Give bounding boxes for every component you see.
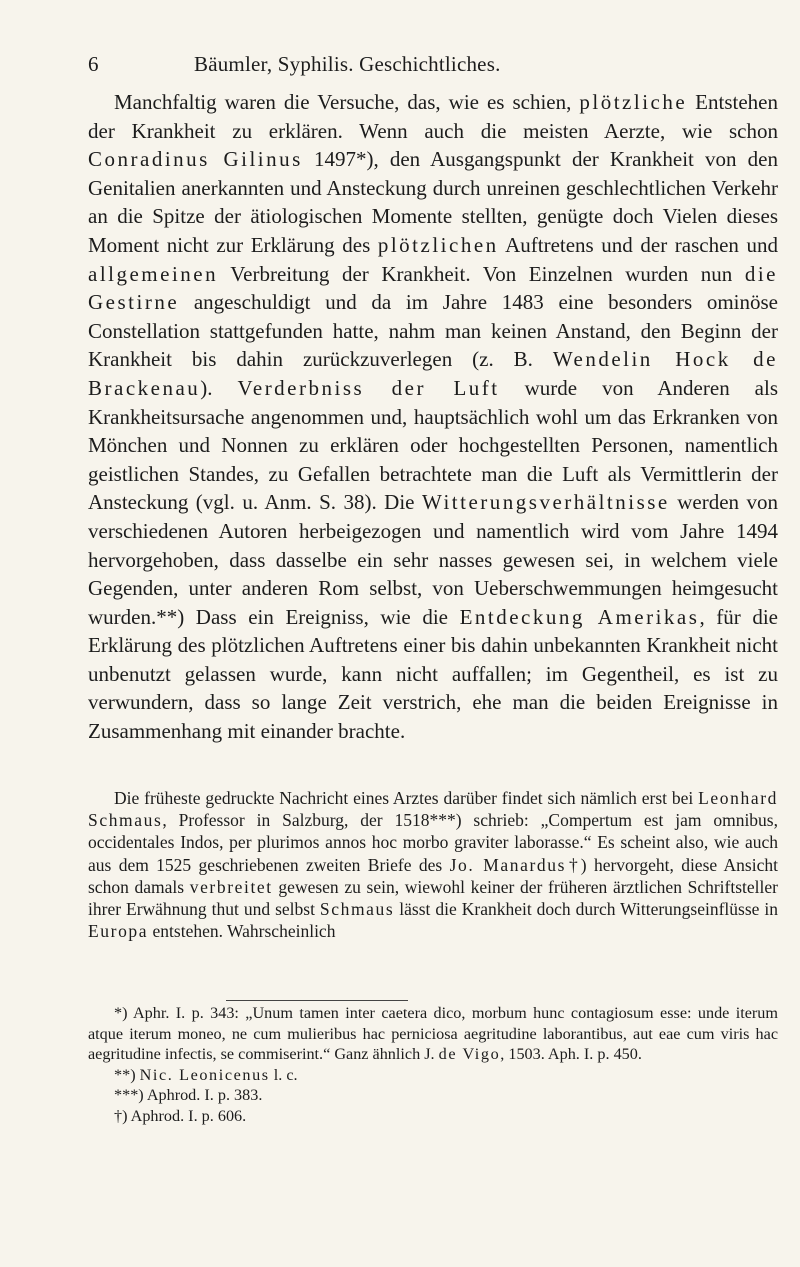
spaced-name: Jo. Manardus	[449, 854, 567, 875]
footnote-1	[88, 1003, 778, 1065]
text-run: *) Aphr. I. p. 343: „Unum tamen inter caetera dico, morbum hunc contagiosum esse: unde iterum atque iterum moneo, ne cum mulieribus hac perniciosa aegritudine laborantibus, aut eae cum viris hac aegritudine infectis, se commiserint.“ Ganz ähnlich J.	[88, 1004, 778, 1064]
footnote-2	[88, 1065, 778, 1086]
spaced-name: Schmaus	[319, 899, 395, 920]
spaced-text: Entdeckung Amerikas	[459, 604, 700, 629]
text-run: Auftretens und der raschen und	[498, 232, 778, 257]
text-run: l. c.	[269, 1065, 298, 1084]
page-number: 6	[88, 52, 99, 76]
spaced-text: plötzlichen	[377, 232, 499, 257]
small-paragraph	[88, 787, 778, 942]
main-text	[88, 88, 778, 746]
text-run: wurde von Anderen als Krankheitsursache angenommen und, hauptsächlich wohl um das Erkranken von Mönchen und Nonnen zu erklären oder hochgestellten Personen, namentlich geistlichen Standes, zu Gefallen betrachtete man die Luft als Vermittlerin der Ansteckung (vgl. u. Anm. S. 38). Die	[88, 375, 779, 515]
spaced-name: Wendelin Hock de Brackenau	[88, 347, 778, 400]
text-run: Verbreitung der Krankheit. Von Einzelnen wurden nun	[218, 261, 745, 286]
spaced-name: Nic. Leonicenus	[139, 1065, 270, 1084]
footnote-divider	[226, 1000, 408, 1001]
text-run: , für die Erklärung des plötzlichen Auftretens einer bis dahin unbekannten Krankheit nicht unbenutzt gelassen wurde, kann nicht auffallen; im Gegentheil, es ist zu verwundern, dass so lange Zeit verstrich, ehe man die beiden Ereignisse in Zusammenhang mit einander brachte.	[88, 604, 778, 744]
text-run: **)	[114, 1065, 140, 1084]
spaced-text: Verderbniss der Luft	[237, 375, 500, 400]
spaced-name: Conradinus Gilinus	[88, 147, 303, 172]
text-run: ).	[200, 375, 238, 400]
header-title: Bäumler, Syphilis. Geschichtliches.	[194, 52, 501, 76]
text-run: gewesen zu sein, wiewohl keiner der früheren ärztlichen Schriftsteller ihrer Erwähnung thut und selbst	[88, 876, 778, 920]
spaced-text: plötzliche	[579, 90, 688, 114]
text-run: 1497*), den Ausgangspunkt der Krankheit von den Genitalien anerkannten und Ansteckung durch unreinen geschlechtlichen Verkehr an die Spitze der ätiologischen Momente stellten, genügte doch Vielen dieses Moment nicht zur Erklärung des	[88, 147, 778, 257]
footnote-3: ***) Aphrod. I. p. 383.	[114, 1086, 263, 1105]
text-run: entstehen. Wahrscheinlich	[148, 921, 336, 942]
text-run: werden von verschiedenen Autoren herbeigezogen und namentlich wird vom Jahre 1494 hervorgehoben, dass dasselbe ein sehr nasses gewesen sei, in welchem viele Gegenden, unter anderen Rom selbst, von Ueberschwemmungen heimgesucht wurden.**) Dass ein Ereigniss, wie die	[88, 490, 778, 629]
text-run: angeschuldigt und da im Jahre 1483 eine besonders ominöse Constellation stattgefunden hatte, nahm man keinen Anstand, den Beginn der Krankheit bis dahin zurückzuverlegen (z. B.	[88, 290, 778, 372]
footnotes	[88, 1003, 778, 1127]
spaced-text: verbreitet	[189, 876, 273, 897]
spaced-text: allgemeinen	[88, 261, 219, 286]
text-run: †) hervorgeht, diese Ansicht schon damals	[88, 854, 778, 897]
spaced-name: de Vigo	[438, 1045, 501, 1064]
main-paragraph	[88, 88, 778, 746]
spaced-text: die Gestirne	[88, 261, 778, 315]
spaced-name: Leonhard Schmaus	[88, 788, 778, 831]
spaced-text: Witterungsverhältnisse	[421, 490, 670, 515]
text-run: lässt die Krankheit doch durch Witterungseinflüsse in	[394, 899, 779, 920]
text-run: , 1503. Aph. I. p. 450.	[500, 1045, 642, 1064]
small-print-text	[88, 787, 778, 942]
text-run: , Professor in Salzburg, der 1518***) schrieb: „Compertum est jam omnibus, occidentales Indos, per plurimos annos hoc morbo graviter laborasse.“ Es scheint also, wie auch aus dem 1525 geschriebenen zweiten Briefe des	[88, 810, 778, 875]
text-run: Manchfaltig waren die Versuche, das, wie es schien,	[114, 90, 580, 114]
text-run: Entstehen der Krankheit zu erklären. Wenn auch die meisten Aerzte, wie schon	[88, 90, 778, 143]
text-run: Die früheste gedruckte Nachricht eines Arztes darüber findet sich nämlich erst bei	[114, 788, 699, 808]
footnote-4: †) Aphrod. I. p. 606.	[114, 1106, 247, 1125]
spaced-text: Europa	[88, 921, 149, 942]
